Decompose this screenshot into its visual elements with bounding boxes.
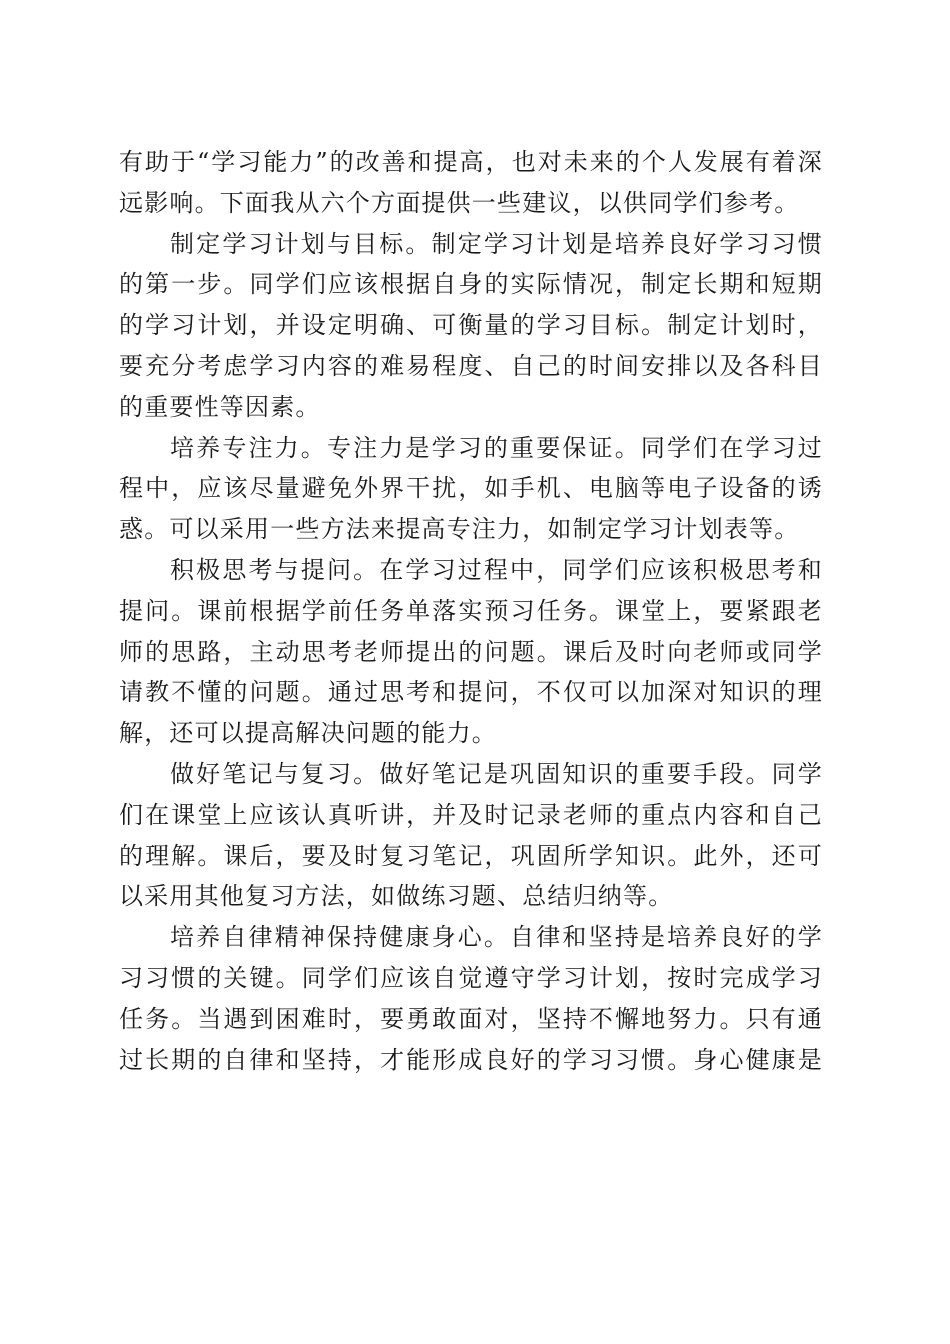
paragraph-4: 积极思考与提问。在学习过程中，同学们应该积极思考和提问。课前根据学前任务单落实预习任务。课堂上，要紧跟老师的思路，主动思考老师提出的问题。课后及时向老师或同学请教不懂的问题。通过思考和提问，不仅可以加深对知识的理解，还可以提高解决问题的能力。: [119, 555, 823, 748]
paragraph-6: 培养自律精神保持健康身心。自律和坚持是培养良好的学习习惯的关键。同学们应该自觉遵守学习计划，按时完成学习任务。当遇到困难时，要勇敢面对，坚持不懈地努力。只有通过长期的自律和坚持，才能形成良好的学习习惯。身心健康是: [119, 923, 823, 1074]
document-body: [119, 142, 823, 1080]
paragraph-3: 培养专注力。专注力是学习的重要保证。同学们在学习过程中，应该尽量避免外界干扰，如手机、电脑等电子设备的诱惑。可以采用一些方法来提高专注力，如制定学习计划表等。: [119, 433, 823, 544]
paragraph-5: 做好笔记与复习。做好笔记是巩固知识的重要手段。同学们在课堂上应该认真听讲，并及时记录老师的重点内容和自己的理解。课后，要及时复习笔记，巩固所学知识。此外，还可以采用其他复习方法，如做练习题、总结归纳等。: [119, 759, 823, 911]
paragraph-1: 有助于“学习能力”的改善和提高，也对未来的个人发展有着深远影响。下面我从六个方面提供一些建议，以供同学们参考。: [119, 148, 823, 217]
paragraph-2: 制定学习计划与目标。制定学习计划是培养良好学习习惯的第一步。同学们应该根据自身的实际情况，制定长期和短期的学习计划，并设定明确、可衡量的学习目标。制定计划时，要充分考虑学习内容的难易程度、自己的时间安排以及各科目的重要性等因素。: [119, 229, 823, 421]
